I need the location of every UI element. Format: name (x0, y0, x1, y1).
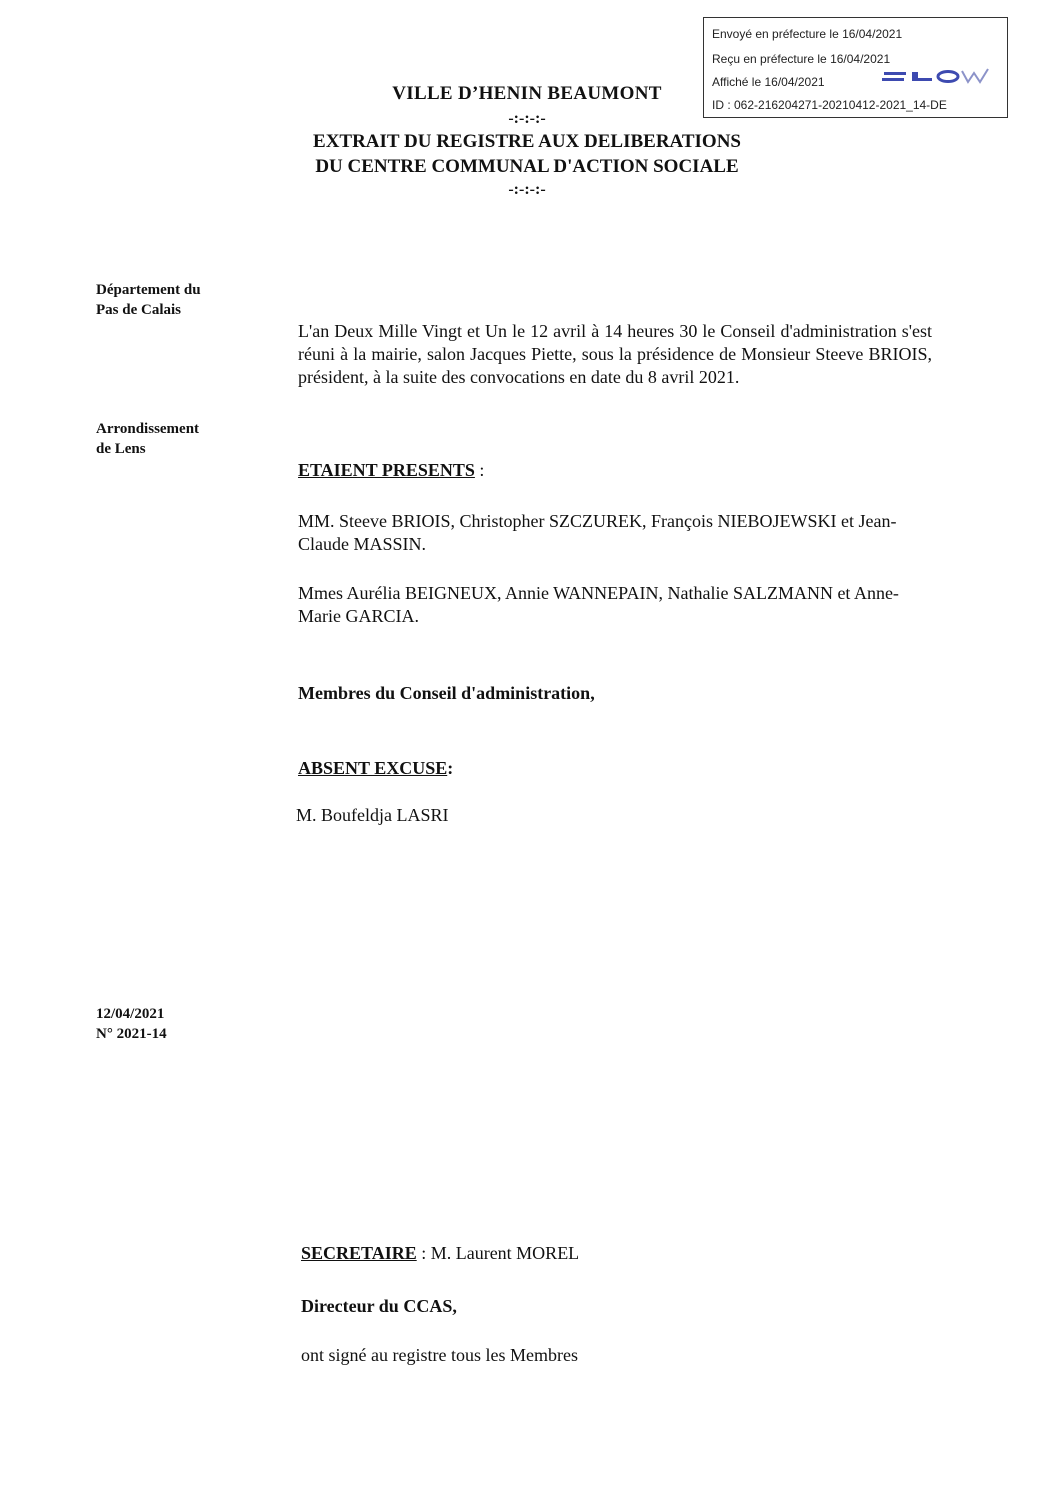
presents-women: Mmes Aurélia BEIGNEUX, Annie WANNEPAIN, Nathalie SALZMANN et Anne-Marie GARCIA. (298, 583, 899, 626)
members-label: Membres du Conseil d'administration, (298, 683, 595, 703)
deliberation-number: N° 2021-14 (96, 1026, 167, 1042)
secretary-line: SECRETAIRE : M. Laurent MOREL (301, 1243, 580, 1263)
header-separator: -:-:-:- (508, 110, 546, 127)
presents-men: MM. Steeve BRIOIS, Christopher SZCZUREK, François NIEBOJEWSKI et Jean-Claude MASSIN. (298, 511, 897, 554)
arrondissement-label: Arrondissement de Lens (96, 421, 200, 457)
deliberation-date: 12/04/2021 (96, 1006, 165, 1022)
signed-statement: ont signé au registre tous les Membres (301, 1345, 578, 1365)
city-title: VILLE D’HENIN BEAUMONT (392, 83, 662, 104)
stamp-posted-date: Affiché le 16/04/2021 (712, 75, 825, 89)
deliberation-reference (96, 1004, 167, 1044)
absent-name: M. Boufeldja LASRI (296, 805, 449, 825)
intro-paragraph: L'an Deux Mille Vingt et Un le 12 avril à 14 heures 30 le Conseil d'administration s'est réuni à la mairie, salon Jacques Piette, sous la présidence de Monsieur Steeve BRIOIS, président, à la suite des convocations en date du 8 avril 2021. (298, 321, 932, 387)
header-separator: -:-:-:- (508, 181, 546, 198)
extract-title-line1: EXTRAIT DU REGISTRE AUX DELIBERATIONS (313, 131, 741, 152)
presents-heading: ETAIENT PRESENTS : (298, 460, 485, 480)
absent-heading: ABSENT EXCUSE: (298, 758, 454, 778)
stamp-id: ID : 062-216204271-20210412-2021_14-DE (712, 98, 947, 112)
director-label: Directeur du CCAS, (301, 1296, 457, 1316)
slow-logo-icon (882, 65, 990, 87)
stamp-received-date: Reçu en préfecture le 16/04/2021 (712, 52, 891, 66)
extract-title-line2: DU CENTRE COMMUNAL D'ACTION SOCIALE (315, 156, 739, 177)
stamp-sent-date: Envoyé en préfecture le 16/04/2021 (712, 27, 903, 41)
department-label: Département du Pas de Calais (96, 282, 201, 318)
